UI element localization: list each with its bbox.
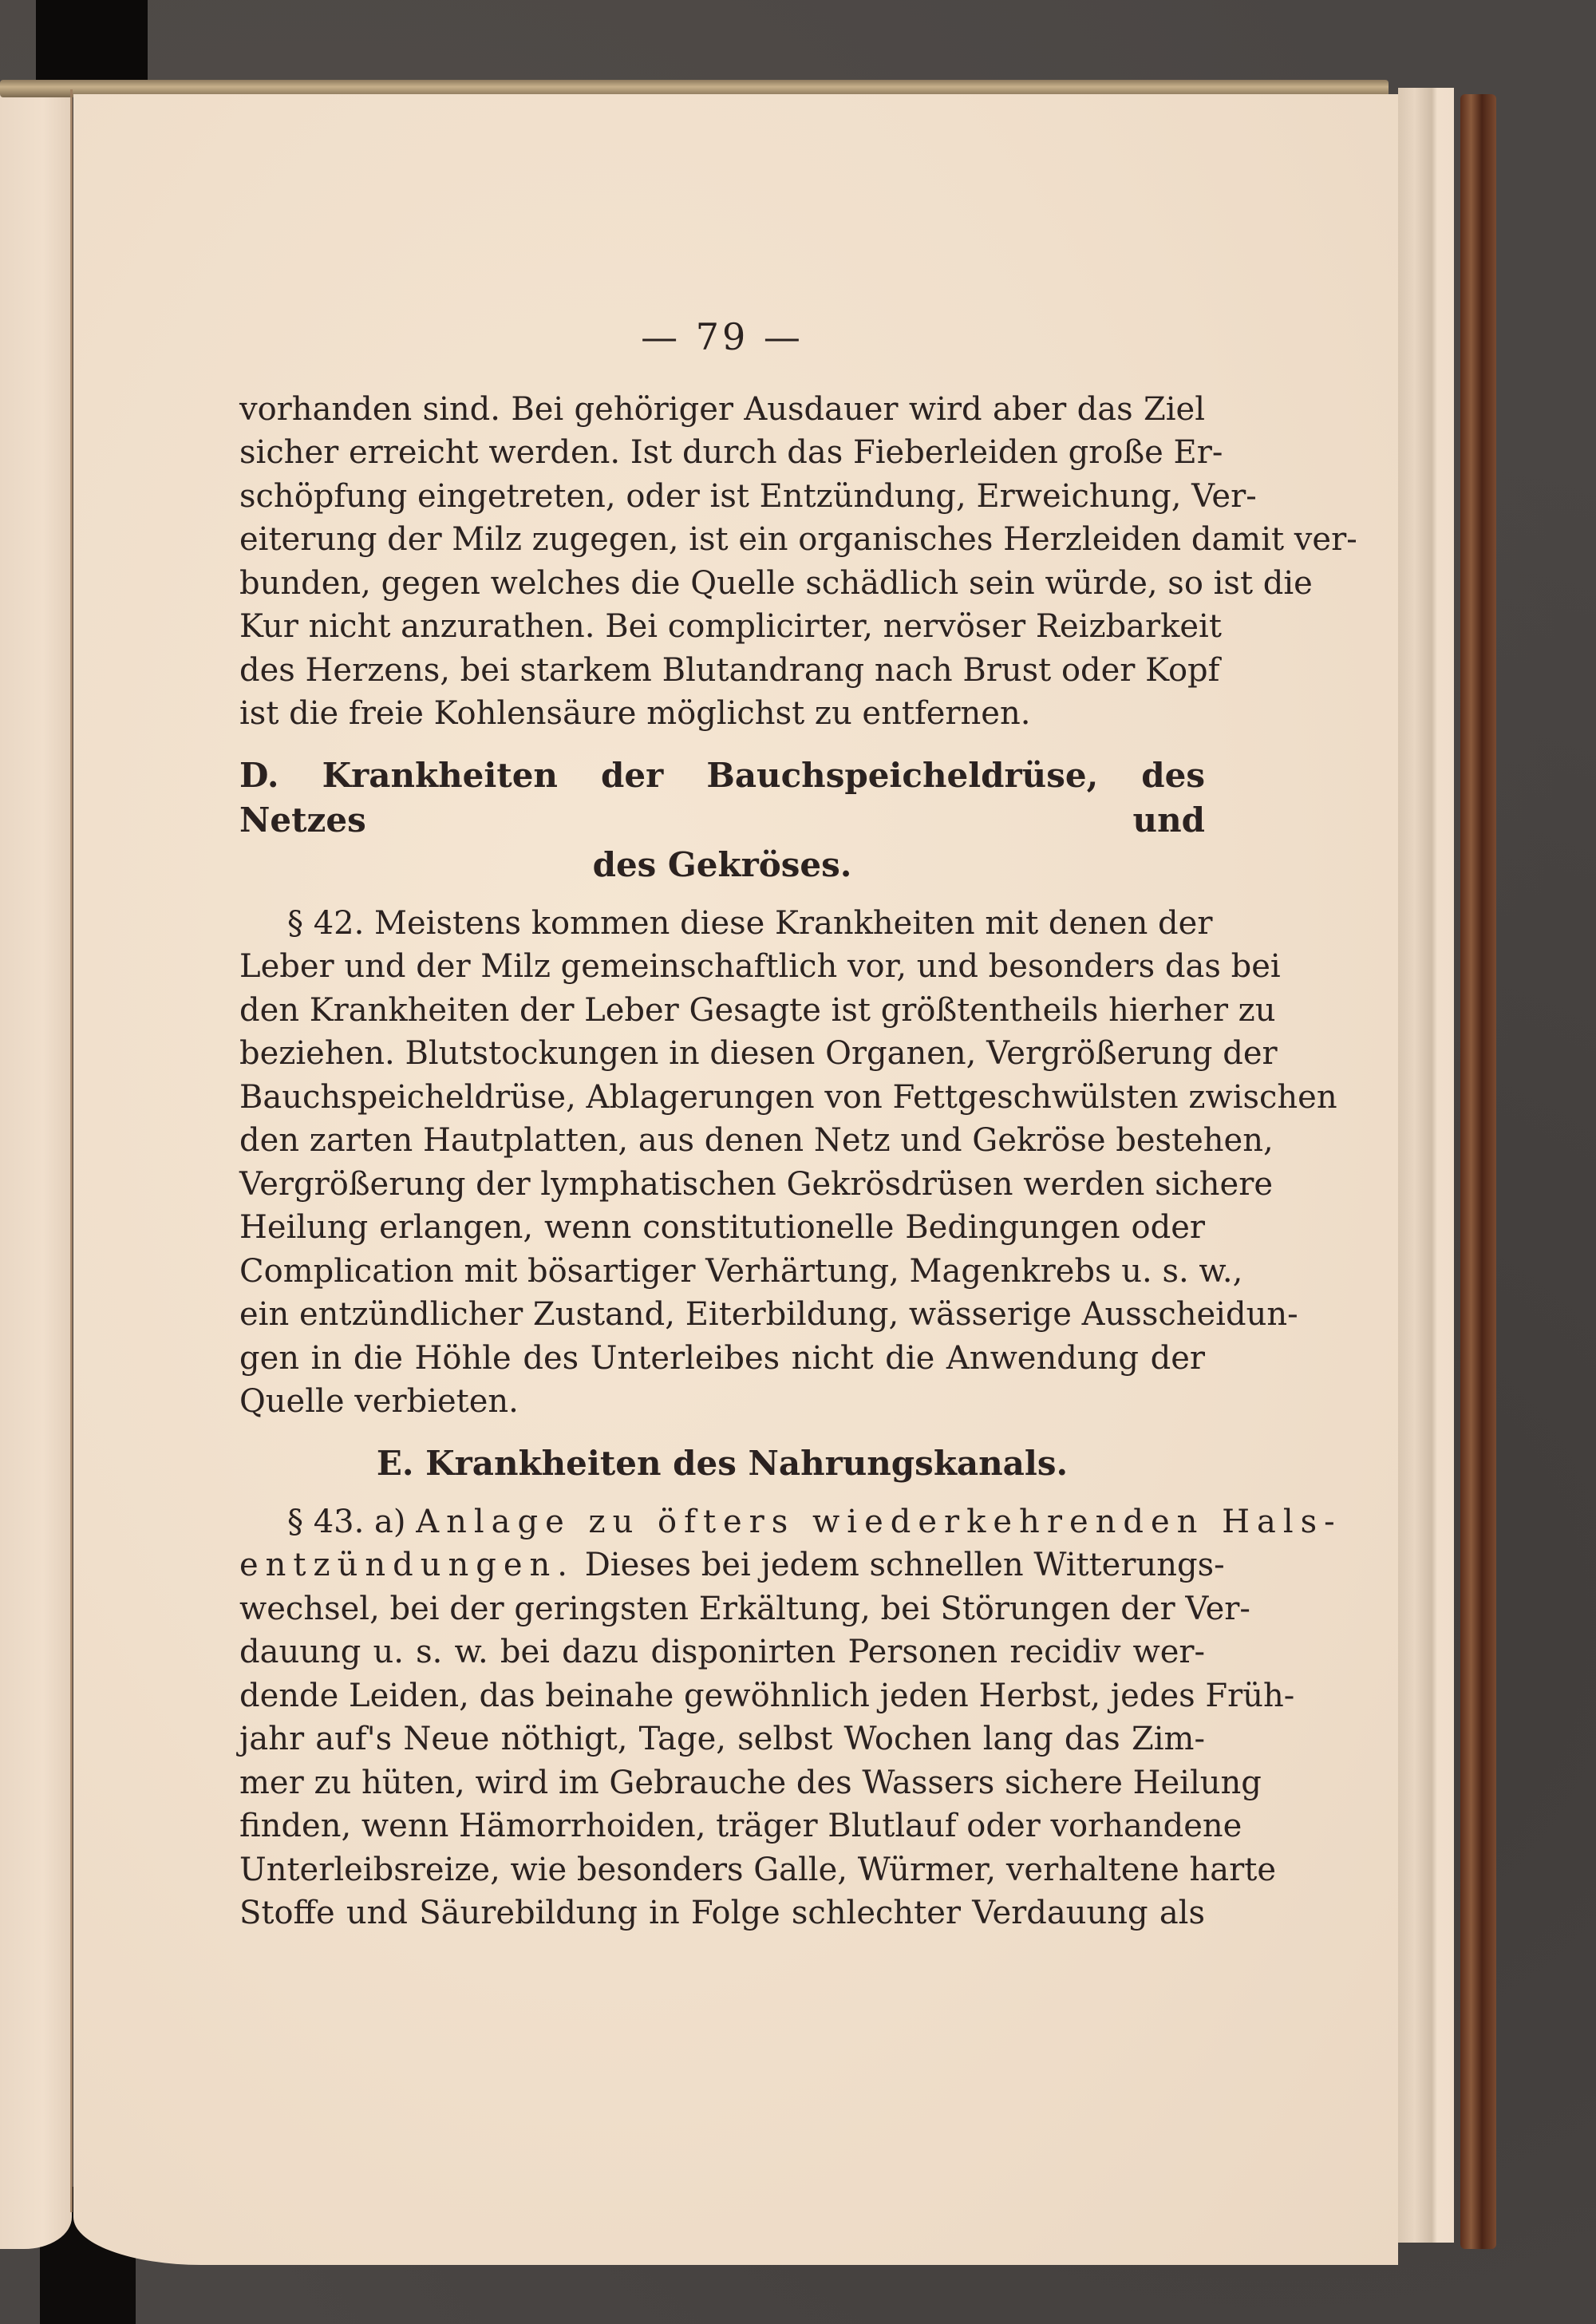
text-line: Complication mit bösartiger Verhärtung, Magenkrebs u. s. w.,	[239, 1252, 1243, 1290]
text-line: Vergrößerung der lymphatischen Gekrösdrüsen werden sichere	[239, 1165, 1274, 1203]
text-line: den Krankheiten der Leber Gesagte ist größtentheils hierher zu	[239, 991, 1276, 1029]
paragraph-42	[239, 902, 1337, 1424]
text-line: Quelle verbieten.	[239, 1383, 519, 1420]
heading-line: des Gekröses.	[592, 844, 852, 884]
text-line: finden, wenn Hämorrhoiden, träger Blutlauf oder vorhandene	[239, 1808, 1242, 1844]
text-line: ein entzündlicher Zustand, Eiterbildung, wässerige Ausscheidun-	[239, 1296, 1298, 1333]
left-page-edge	[0, 86, 72, 2249]
paragraph-continuation	[239, 388, 1357, 736]
book-cover-board	[1460, 94, 1496, 2249]
text-line: ist die freie Kohlensäure möglichst zu entfernen.	[239, 695, 1031, 732]
text-span: Dieses bei jedem schnellen Witterungs-	[575, 1547, 1225, 1583]
gutter-line	[70, 89, 73, 2212]
text-line: beziehen. Blutstockungen in diesen Organen, Vergrößerung der	[239, 1035, 1278, 1072]
section-heading-e	[239, 1441, 1205, 1486]
text-line: des Herzens, bei starkem Blutandrang nach Brust oder Kopf	[239, 651, 1220, 689]
text-line: mer zu hüten, wird im Gebrauche des Wassers sichere Heilung	[239, 1764, 1262, 1801]
text-line: § 42. Meistens kommen diese Krankheiten mit denen der	[287, 904, 1213, 942]
section-number: § 43. a)	[287, 1503, 417, 1540]
text-line: dende Leiden, das beinahe gewöhnlich jeden Herbst, jedes Früh-	[239, 1677, 1295, 1714]
page-number: — 79 —	[641, 315, 804, 358]
spine-shadow	[36, 0, 148, 88]
page-stack-edge	[1398, 88, 1454, 2243]
text-line: sicher erreicht werden. Ist durch das Fieberleiden große Er-	[239, 434, 1223, 471]
text-line: Kur nicht anzurathen. Bei complicirter, nervöser Reizbarkeit	[239, 608, 1222, 645]
text-line: vorhanden sind. Bei gehöriger Ausdauer wird aber das Ziel	[239, 390, 1205, 428]
text-line: gen in die Höhle des Unterleibes nicht die Anwendung der	[239, 1339, 1205, 1377]
text-line: eiterung der Milz zugegen, ist ein organisches Herzleiden damit ver-	[239, 521, 1357, 558]
text-line	[239, 1500, 1342, 1544]
emphasized-text: entzündungen.	[239, 1547, 575, 1583]
emphasized-text: Anlage zu öfters wiederkehrenden Hals-	[416, 1503, 1342, 1540]
text-line	[239, 1543, 1225, 1587]
text-line: Stoffe und Säurebildung in Folge schlechter Verdauung als	[239, 1895, 1205, 1931]
text-line: jahr auf's Neue nöthigt, Tage, selbst Wochen lang das Zim-	[239, 1721, 1205, 1757]
paragraph-43	[239, 1500, 1342, 1935]
page-text	[239, 315, 1357, 1935]
text-line: Unterleibsreize, wie besonders Galle, Würmer, verhaltene harte	[239, 1851, 1276, 1888]
text-line: Leber und der Milz gemeinschaftlich vor, und besonders das bei	[239, 948, 1281, 985]
text-line: dauung u. s. w. bei dazu disponirten Personen recidiv wer-	[239, 1634, 1205, 1670]
text-line: schöpfung eingetreten, oder ist Entzündung, Erweichung, Ver-	[239, 477, 1257, 515]
section-heading-d	[239, 753, 1205, 887]
heading-line: D. Krankheiten der Bauchspeicheldrüse, des Netzes und	[239, 755, 1205, 840]
heading-line: E. Krankheiten des Nahrungskanals.	[376, 1443, 1069, 1483]
text-line: bunden, gegen welches die Quelle schädlich sein würde, so ist die	[239, 564, 1313, 602]
text-line: Heilung erlangen, wenn constitutionelle Bedingungen oder	[239, 1209, 1205, 1246]
text-line: den zarten Hautplatten, aus denen Netz und Gekröse bestehen,	[239, 1122, 1274, 1159]
text-line: wechsel, bei der geringsten Erkältung, bei Störungen der Ver-	[239, 1590, 1250, 1627]
text-line: Bauchspeicheldrüse, Ablagerungen von Fettgeschwülsten zwischen	[239, 1078, 1337, 1116]
